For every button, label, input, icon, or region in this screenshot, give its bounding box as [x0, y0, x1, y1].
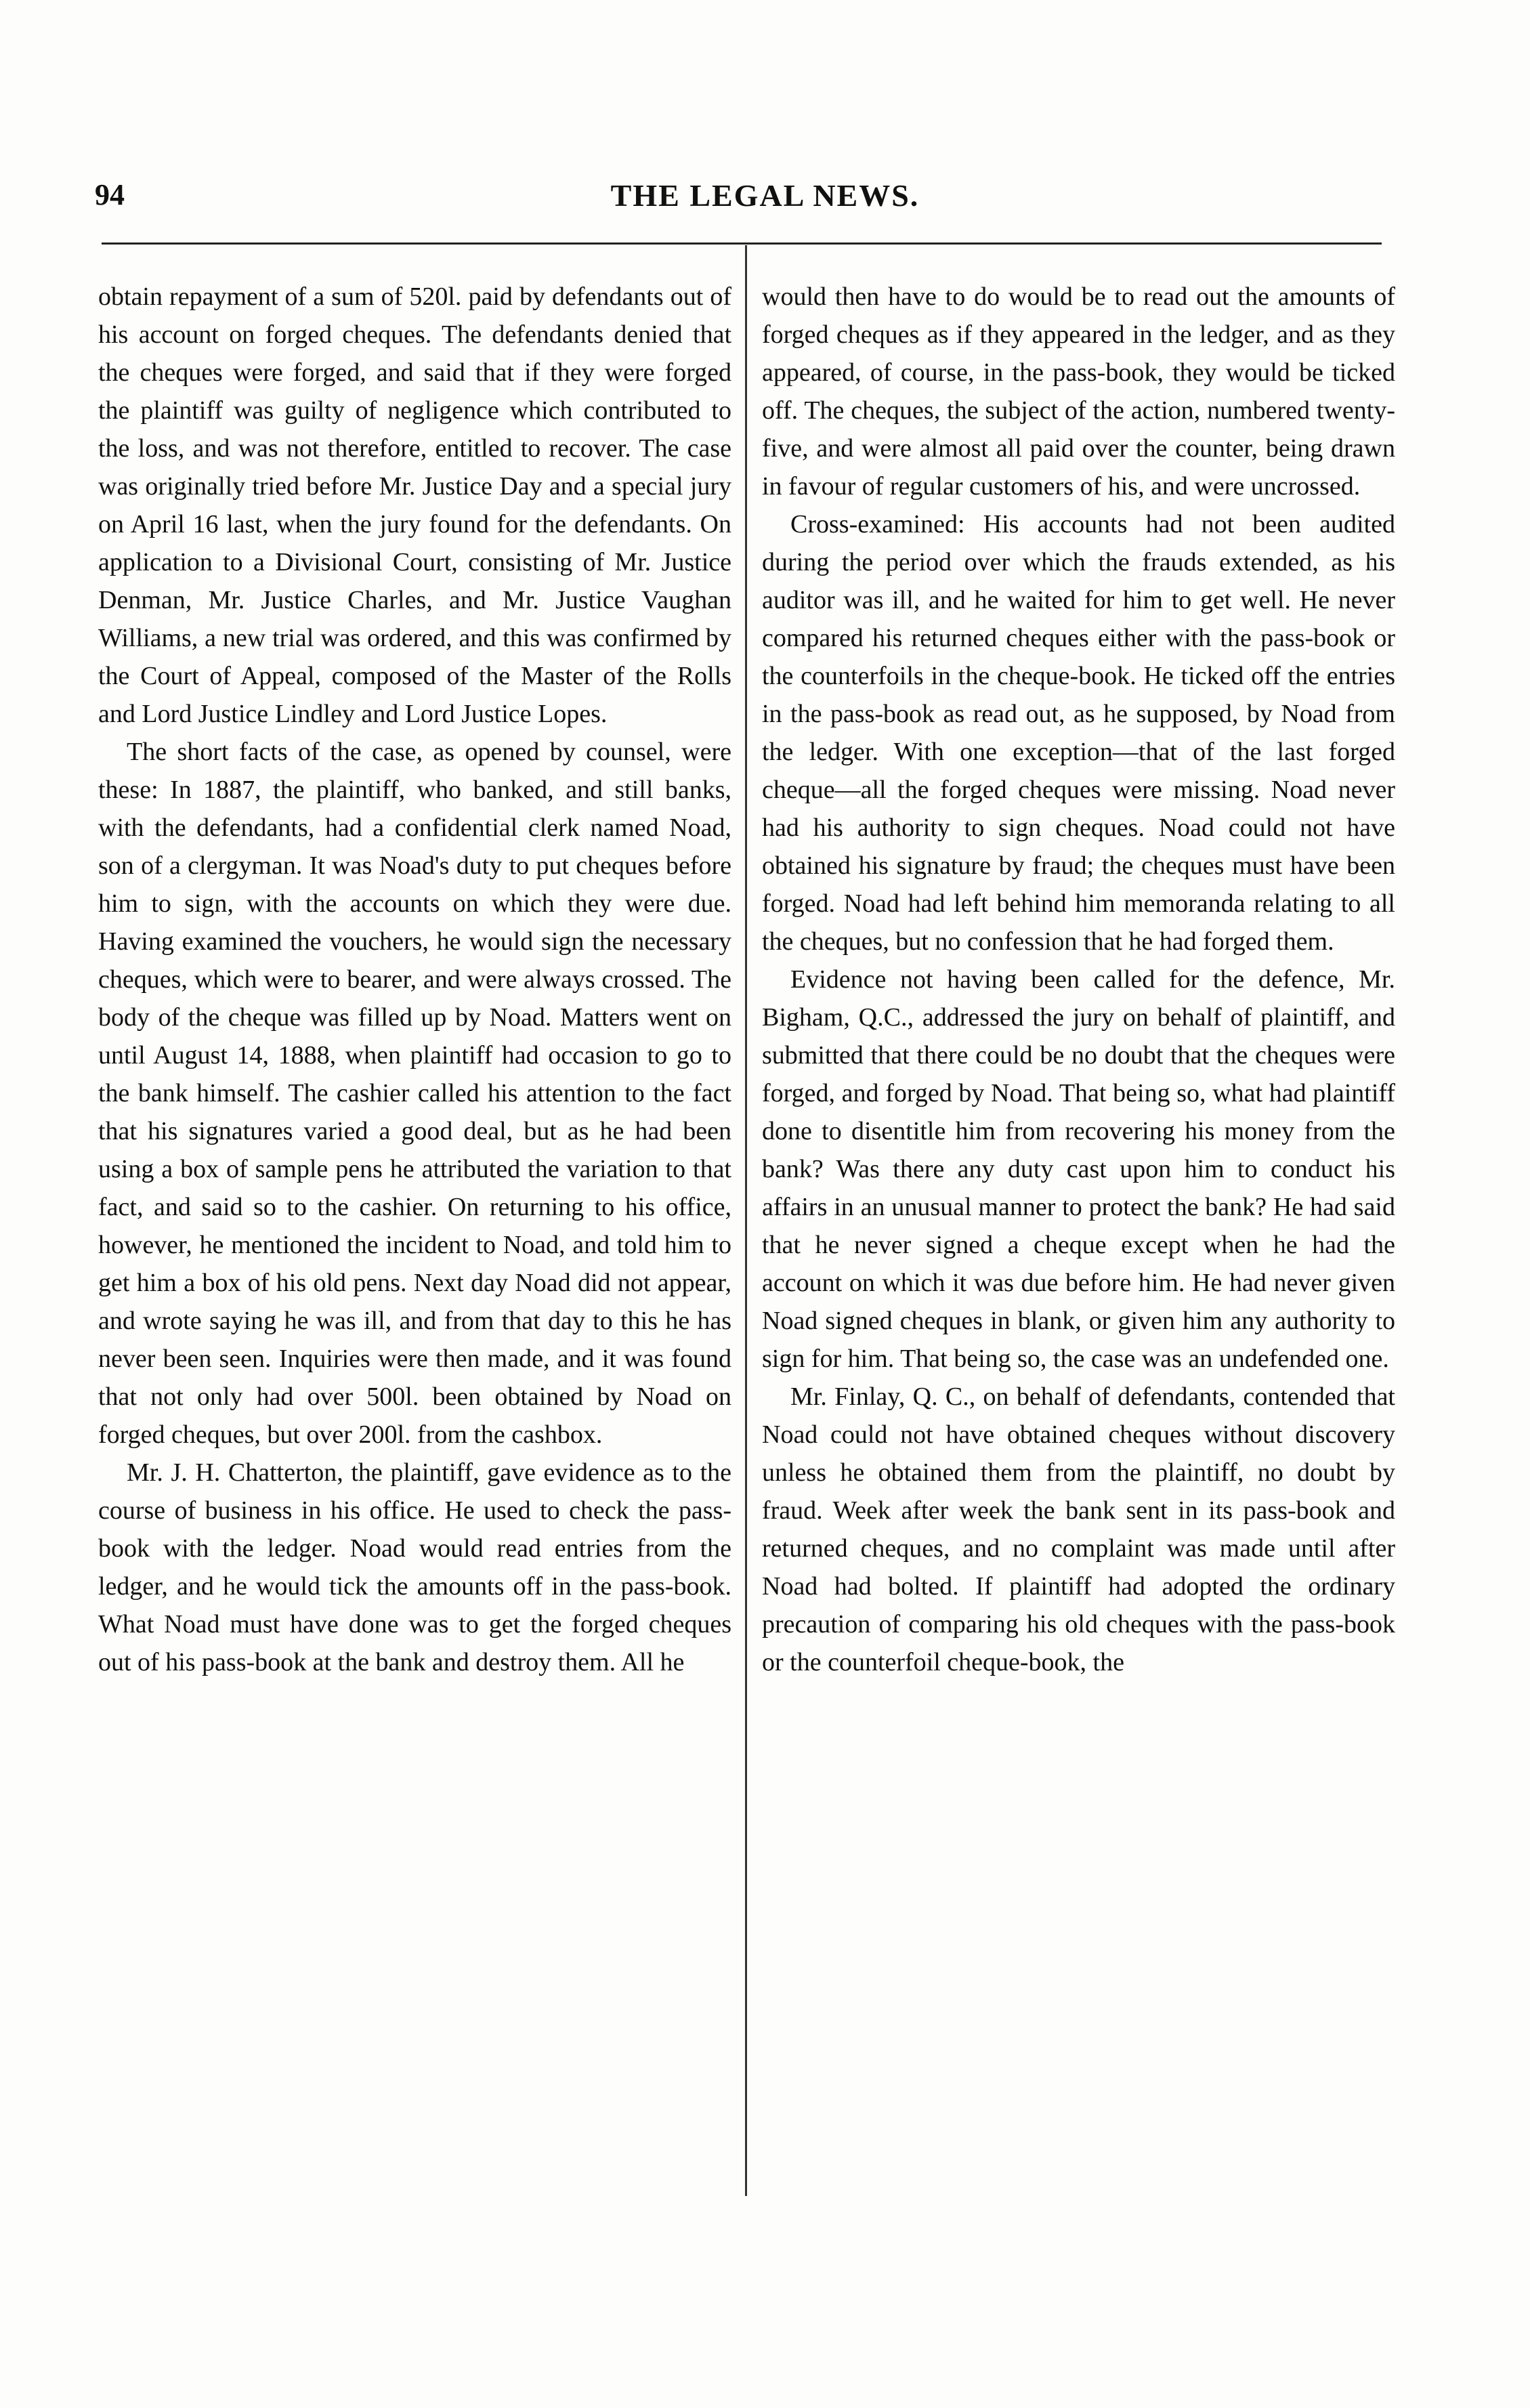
right-paragraph-4: Mr. Finlay, Q. C., on behalf of defendants, contended that Noad could not have obtained cheques without discovery unless he obtained them from the plaintiff, no doubt by fraud. Week after week the bank sent in its pass-book and returned cheques, and no complaint was made until after Noad had bolted. If plaintiff had adopted the ordinary precaution of comparing his old cheques with the pass-book or the counterfoil cheque-book, the — [762, 1382, 1395, 1676]
right-paragraph-2: Cross-examined: His accounts had not been audited during the period over which the frauds extended, as his auditor was ill, and he waited for him to get well. He never compared his returned cheques either with the pass-book or the counterfoils in the cheque-book. He ticked off the entries in the pass-book as read out, as he supposed, by Noad from the ledger. With one exception—that of the last forged cheque—all the forged cheques were missing. Noad never had his authority to sign cheques. Noad could not have obtained his signature by fraud; the cheques must have been forged. Noad had left behind him memoranda relating to all the cheques, but no confession that he had forged them. — [762, 510, 1395, 956]
header-rule — [102, 242, 1382, 245]
column-divider — [745, 245, 747, 2196]
running-title: THE LEGAL NEWS. — [610, 178, 920, 213]
right-paragraph-3: Evidence not having been called for the defence, Mr. Bigham, Q.C., addressed the jury on behalf of plaintiff, and submitted that there could be no doubt that the cheques were forged, and forged by Noad. That being so, what had plaintiff done to disentitle him from recovering his money from the bank? Was there any duty cast upon him to conduct his affairs in an unusual manner to protect the bank? He had said that he never signed a cheque except when he had the account on which it was due before him. He had never given Noad signed cheques in blank, or given him any authority to sign for him. That being so, the case was an undefended one. — [762, 965, 1395, 1373]
right-column — [762, 278, 1395, 1681]
left-paragraph-2: The short facts of the case, as opened by counsel, were these: In 1887, the plaintiff, who banked, and still banks, with the defendants, had a confidential clerk named Noad, son of a clergyman. It was Noad's duty to put cheques before him to sign, with the accounts on which they were due. Having examined the vouchers, he would sign the necessary cheques, which were to bearer, and were always crossed. The body of the cheque was filled up by Noad. Matters went on until August 14, 1888, when plaintiff had occasion to go to the bank himself. The cashier called his attention to the fact that his signatures varied a good deal, but as he had been using a box of sample pens he attributed the variation to that fact, and said so to the cashier. On returning to his office, however, he mentioned the incident to Noad, and told him to get him a box of his old pens. Next day Noad did not appear, and wrote saying he was ill, and from that day to this he has never been seen. Inquiries were then made, and it was found that not only had over 500l. been obtained by Noad on forged cheques, but over 200l. from the cashbox. — [98, 738, 731, 1449]
left-paragraph-1: obtain repayment of a sum of 520l. paid by defendants out of his account on forged cheques. The defendants denied that the cheques were forged, and said that if they were forged the plaintiff was guilty of negligence which contributed to the loss, and was not therefore, entitled to recover. The case was originally tried before Mr. Justice Day and a special jury on April 16 last, when the jury found for the defendants. On application to a Divisional Court, consisting of Mr. Justice Denman, Mr. Justice Charles, and Mr. Justice Vaughan Williams, a new trial was ordered, and this was confirmed by the Court of Appeal, composed of the Master of the Rolls and Lord Justice Lindley and Lord Justice Lopes. — [98, 282, 731, 728]
left-paragraph-3: Mr. J. H. Chatterton, the plaintiff, gave evidence as to the course of business in his office. He used to check the pass-book with the ledger. Noad would read entries from the ledger, and he would tick the amounts off in the pass-book. What Noad must have done was to get the forged cheques out of his pass-book at the bank and destroy them. All he — [98, 1458, 731, 1676]
page-number: 94 — [95, 178, 125, 211]
right-paragraph-1: would then have to do would be to read out the amounts of forged cheques as if they appeared in the ledger, and as they appeared, of course, in the pass-book, they would be ticked off. The cheques, the subject of the action, numbered twenty-five, and were almost all paid over the counter, being drawn in favour of regular customers of his, and were uncrossed. — [762, 282, 1395, 501]
left-column — [98, 278, 731, 1681]
